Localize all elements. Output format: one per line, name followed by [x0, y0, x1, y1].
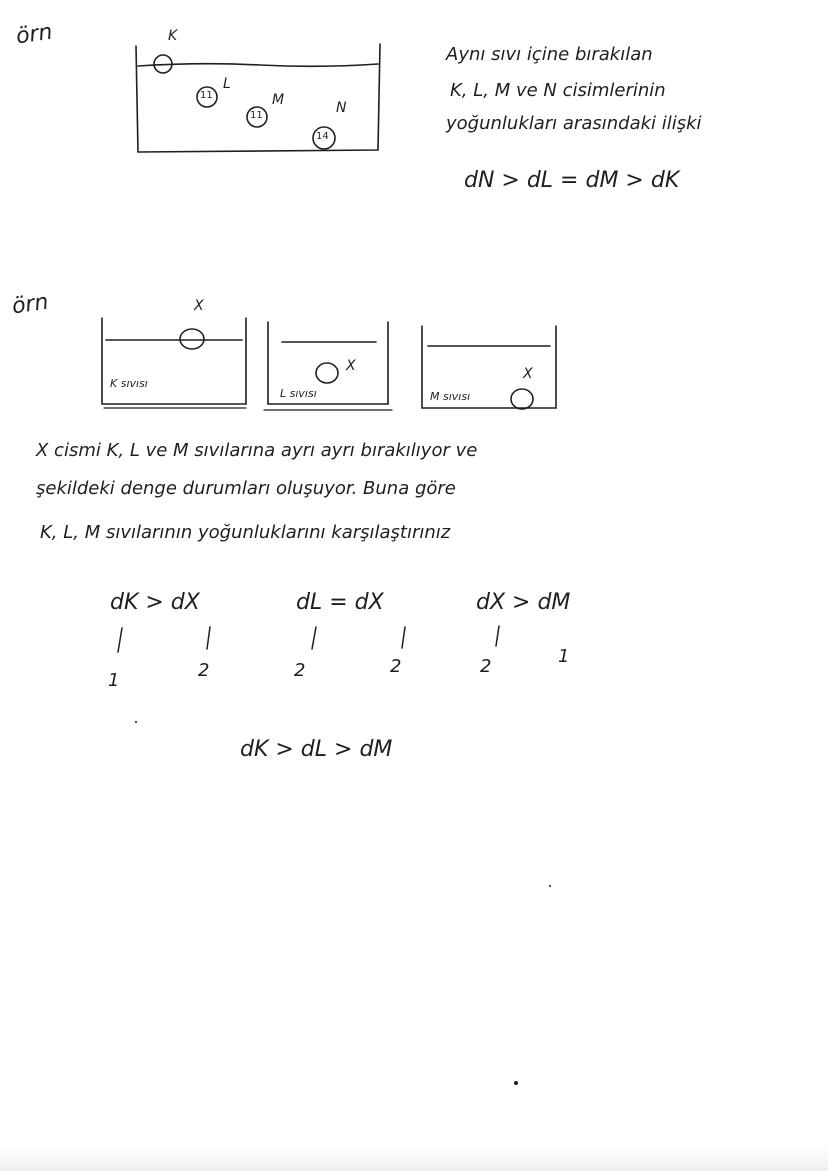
example-1-marker: örn: [14, 19, 55, 50]
relation-l-x: dL = dX: [296, 590, 384, 615]
example-2-question-line-2: şekildeki denge durumları oluşuyor. Buna göre: [36, 478, 456, 499]
liquid-label-m: M sıvısı: [430, 390, 471, 403]
ball-m-number: 11: [250, 110, 263, 121]
tick-value-3: 2: [294, 660, 306, 681]
label-m: M: [272, 92, 285, 108]
object-x-label-k: X: [194, 298, 204, 314]
tick-value-4: 2: [390, 656, 402, 677]
example-1-description-line-3: yoğunlukları arasındaki ilişki: [446, 113, 702, 134]
tick-value-2: 2: [198, 660, 210, 681]
tick-value-5: 2: [480, 656, 492, 677]
example-2-answer: dK > dL > dM: [240, 737, 393, 762]
label-l: L: [223, 76, 231, 92]
liquid-label-l: L sıvısı: [280, 387, 317, 400]
tick-value-6: 1: [558, 646, 570, 667]
example-2-marker: örn: [10, 289, 51, 320]
relation-x-m: dX > dM: [476, 590, 571, 615]
label-n: N: [336, 100, 347, 116]
object-x-label-m: X: [523, 366, 533, 382]
scan-bottom-edge: [0, 1145, 828, 1171]
example-1-description-line-2: K, L, M ve N cisimlerinin: [450, 80, 666, 101]
label-k: K: [168, 28, 178, 44]
example-2-question-line-3: K, L, M sıvılarının yoğunluklarını karşılaştırınız: [40, 522, 451, 543]
tick-value-1: 1: [108, 670, 120, 691]
relation-k-x: dK > dX: [110, 590, 200, 615]
object-x-label-l: X: [346, 358, 356, 374]
example-1-answer: dN > dL = dM > dK: [464, 168, 680, 193]
ball-n-number: 14: [316, 131, 329, 142]
example-1-description-line-1: Aynı sıvı içine bırakılan: [446, 44, 653, 65]
example-2-question-line-1: X cismi K, L ve M sıvılarına ayrı ayrı bırakılıyor ve: [36, 440, 478, 461]
ball-l-number: 11: [200, 90, 213, 101]
liquid-label-k: K sıvısı: [110, 377, 148, 390]
